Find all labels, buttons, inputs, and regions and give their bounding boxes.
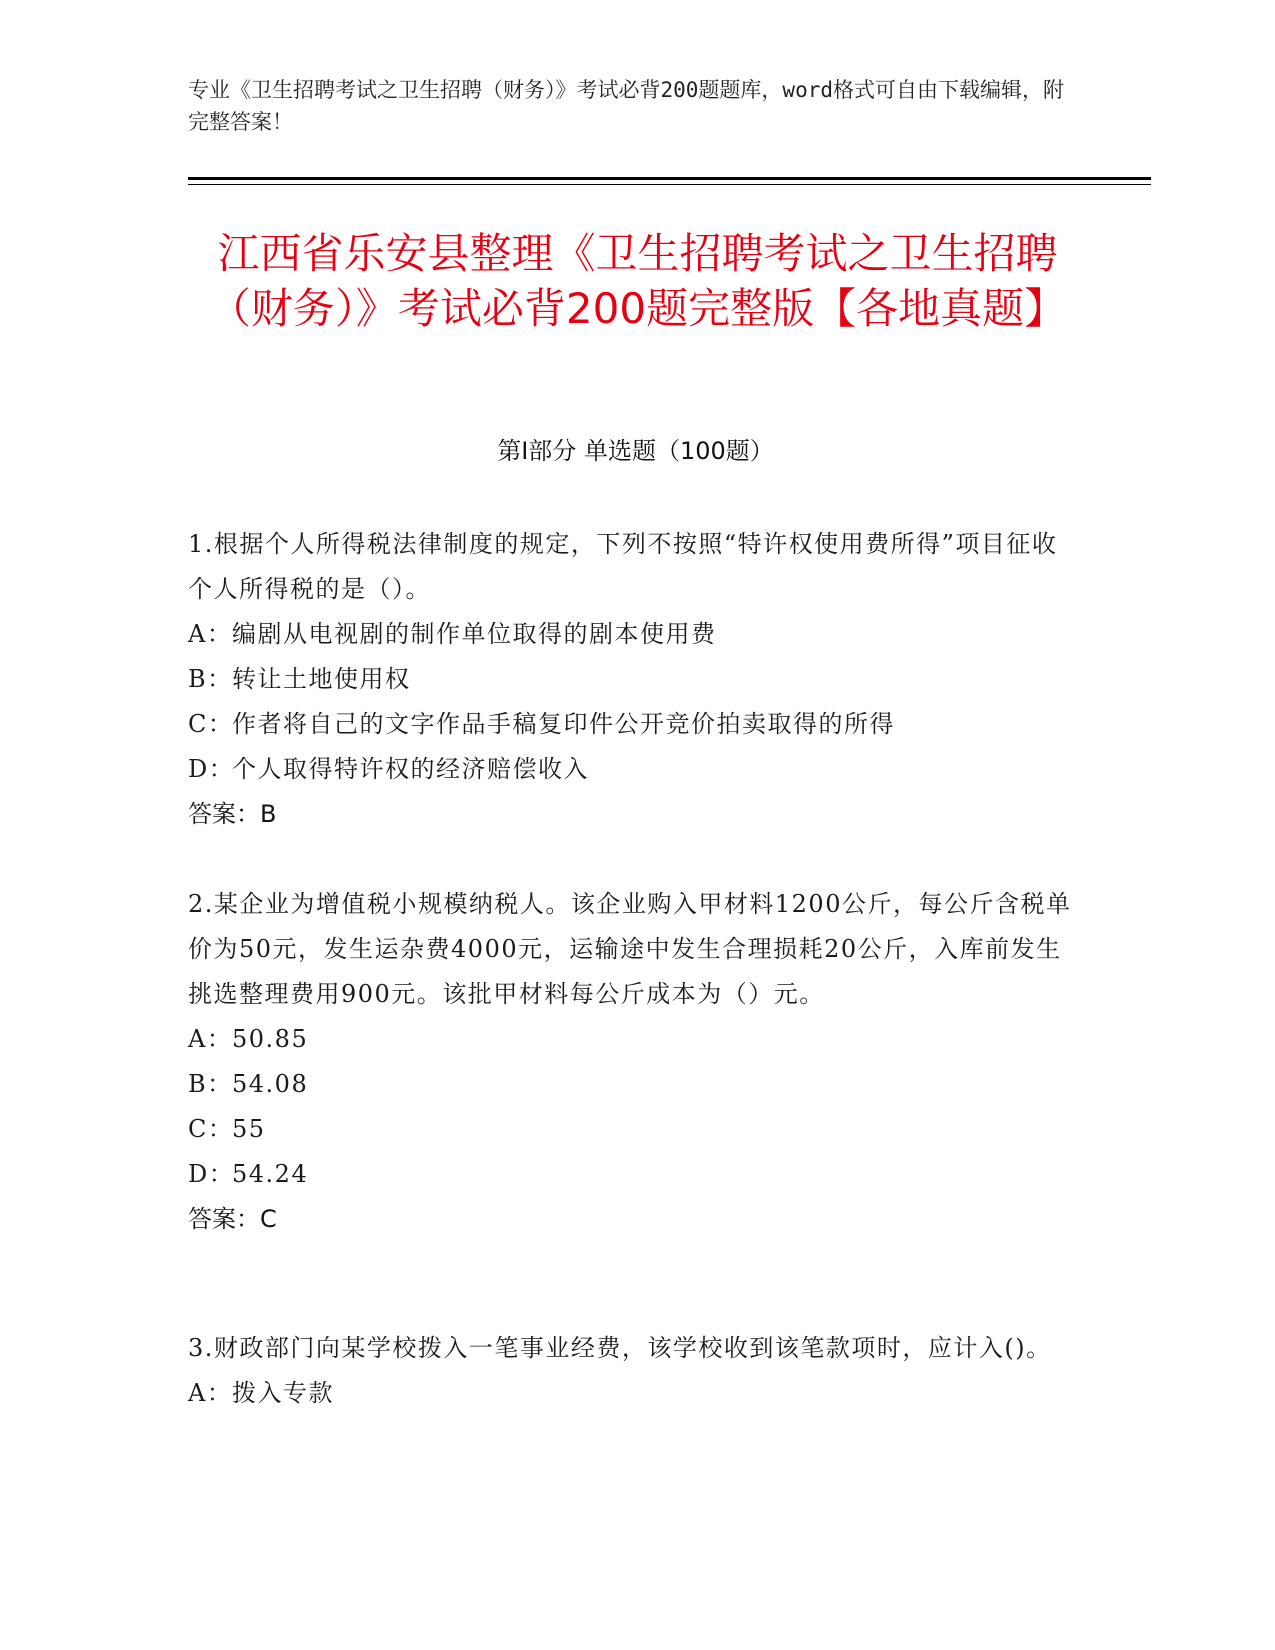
option-key: A：	[188, 1025, 233, 1053]
option-key: B：	[188, 1070, 233, 1098]
option-key: C：	[188, 710, 234, 738]
option-key: D：	[188, 755, 235, 783]
option-a	[188, 1017, 1078, 1062]
option-text: 拨入专款	[232, 1379, 334, 1407]
question-stem: 1.根据个人所得税法律制度的规定，下列不按照“特许权使用费所得”项目征收个人所得税的是（）。	[188, 530, 1058, 603]
answer-line: 答案：B	[188, 800, 277, 828]
question-2	[188, 882, 1078, 1242]
option-c	[188, 1107, 1078, 1152]
header-divider-thick	[188, 177, 1151, 180]
option-text: 个人取得特许权的经济赔偿收入	[232, 755, 589, 783]
option-text: 转让土地使用权	[232, 665, 411, 693]
question-3	[188, 1326, 1078, 1416]
option-key: A：	[188, 1379, 233, 1407]
question-stem: 2.某企业为增值税小规模纳税人。该企业购入甲材料1200公斤，每公斤含税单价为50元，发生运杂费4000元，运输途中发生合理损耗20公斤，入库前发生挑选整理费用900元。该批甲材料每公斤成本为（）元。	[188, 890, 1072, 1008]
option-d	[188, 747, 1078, 792]
option-text: 50.85	[232, 1025, 309, 1053]
option-c	[188, 702, 1078, 747]
option-text: 作者将自己的文字作品手稿复印件公开竞价拍卖取得的所得	[232, 710, 895, 738]
option-b	[188, 657, 1078, 702]
document-title: 江西省乐安县整理《卫生招聘考试之卫生招聘（财务）》考试必背200题完整版【各地真题】	[208, 229, 1067, 333]
option-text: 55	[232, 1115, 266, 1143]
answer-line: 答案：C	[188, 1205, 277, 1233]
option-text: 编剧从电视剧的制作单位取得的剧本使用费	[232, 620, 717, 648]
option-b	[188, 1062, 1078, 1107]
header-divider-thin	[188, 184, 1151, 185]
option-text: 54.24	[232, 1160, 309, 1188]
option-key: A：	[188, 620, 233, 648]
option-a	[188, 1371, 1078, 1416]
question-1	[188, 522, 1078, 837]
option-d	[188, 1152, 1078, 1197]
option-key: B：	[188, 665, 233, 693]
option-key: D：	[188, 1160, 235, 1188]
option-key: C：	[188, 1115, 234, 1143]
header-note: 专业《卫生招聘考试之卫生招聘（财务）》考试必背200题题库，word格式可自由下载编辑，附完整答案！	[188, 78, 1064, 134]
section-heading: 第I部分 单选题（100题）	[497, 437, 774, 465]
option-a	[188, 612, 1078, 657]
question-stem: 3.财政部门向某学校拨入一笔事业经费，该学校收到该笔款项时，应计入()。	[188, 1334, 1052, 1362]
option-text: 54.08	[232, 1070, 309, 1098]
